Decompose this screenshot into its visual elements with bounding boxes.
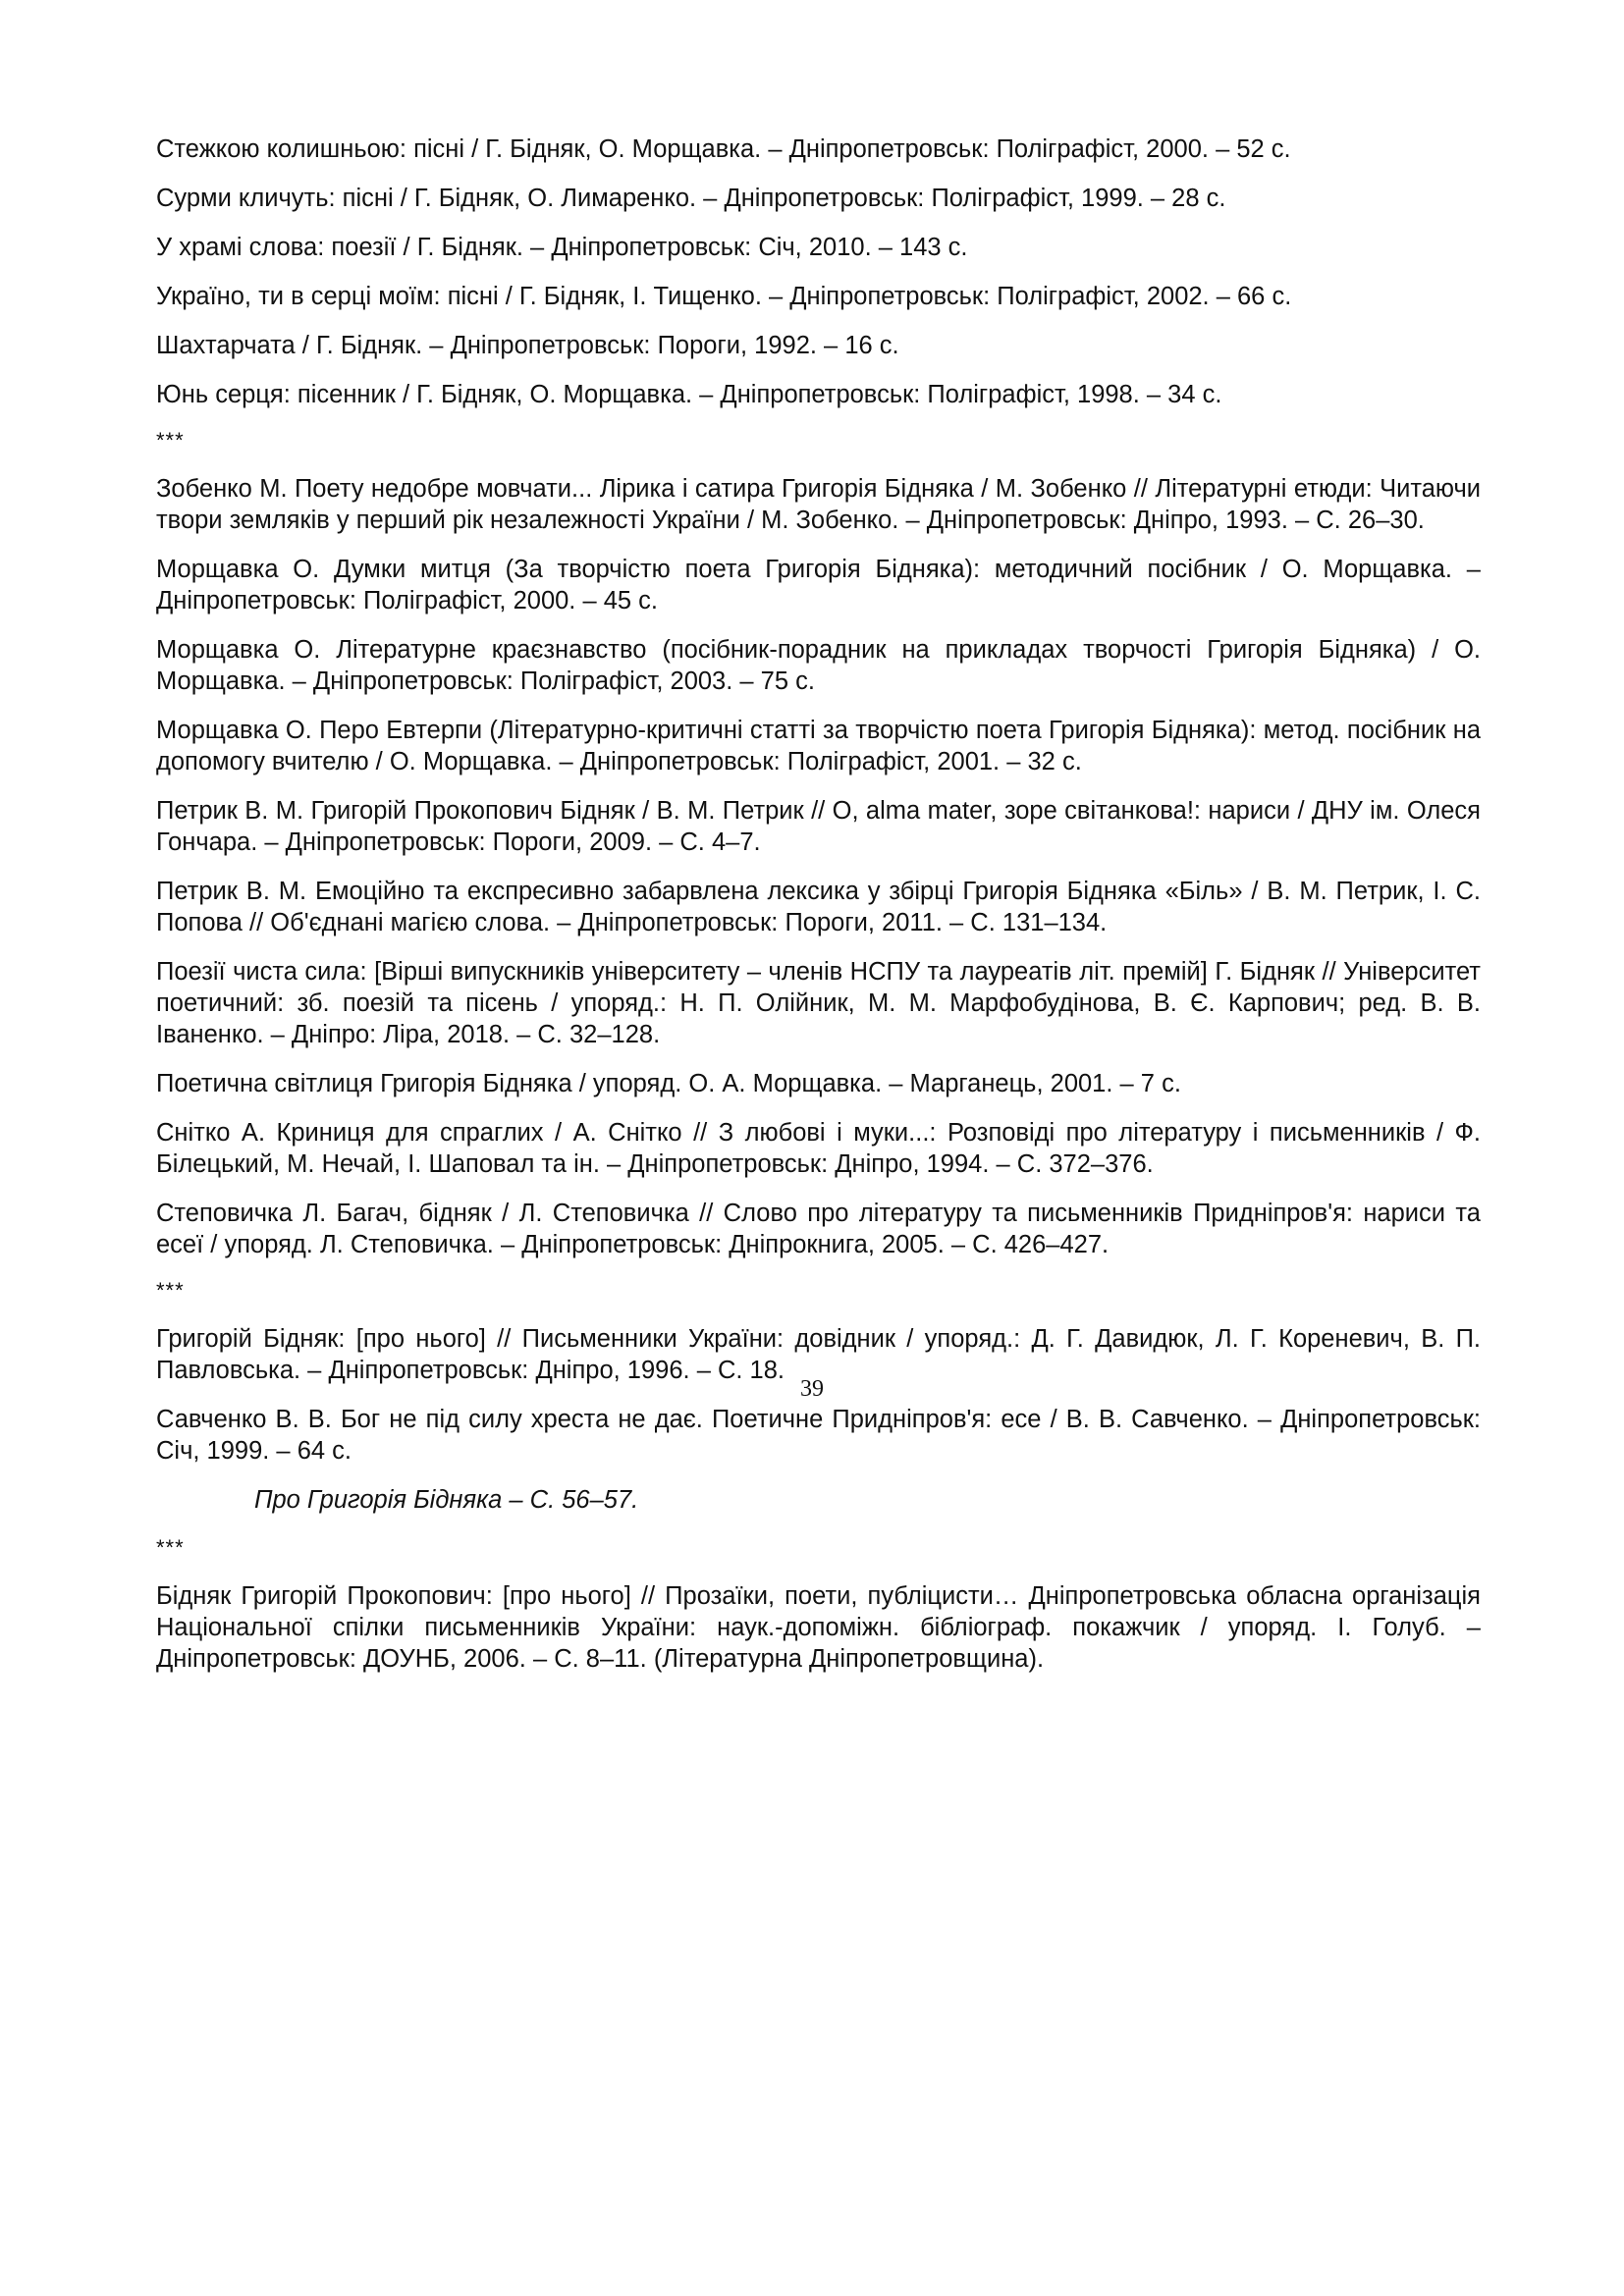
section-separator: *** <box>156 1535 185 1560</box>
page-number: 39 <box>800 1376 824 1402</box>
bibliography-entry: Петрик В. М. Григорій Прокопович Бідняк / В. М. Петрик // О, alma mater, зоре світанкова!: нариси / ДНУ ім. Олеся Гончара. – Дніпропетровськ: Пороги, 2009. – С. 4–7. <box>156 797 1481 856</box>
bibliography-entry: Савченко В. В. Бог не під силу хреста не дає. Поетичне Придніпров'я: есе / В. В. Савченко. – Дніпропетровськ: Січ, 1999. – 64 с. <box>156 1406 1481 1465</box>
bibliography-entry: Петрик В. М. Емоційно та експресивно забарвлена лексика у збірці Григорія Бідняка «Біль» / В. М. Петрик, І. С. Попова // Об'єднані магією слова. – Дніпропетровськ: Пороги, 2011. – С. 131–134. <box>156 878 1481 936</box>
bibliography-entry: У храмі слова: поезії / Г. Бідняк. – Дніпропетровськ: Січ, 2010. – 143 с. <box>156 234 968 261</box>
bibliography-entry: Поезії чиста сила: [Вірші випускників університету – членів НСПУ та лауреатів літ. премій] Г. Бідняк // Університет поетичний: зб. поезій та пісень / упоряд.: Н. П. Олійник, М. М. Марфобудінова, В. Є. Карпович; ред. В. В. Іваненко. – Дніпро: Ліра, 2018. – С. 32–128. <box>156 958 1481 1048</box>
bibliography-entry: Морщавка О. Літературне краєзнавство (посібник-порадник на прикладах творчості Григорія Бідняка) / О. Морщавка. – Дніпропетровськ: Поліграфіст, 2003. – 75 с. <box>156 636 1481 695</box>
bibliography-entry: Григорій Бідняк: [про нього] // Письменники України: довідник / упоряд.: Д. Г. Давидюк, Л. Г. Кореневич, В. П. Павловська. – Дніпропетровськ: Дніпро, 1996. – С. 18. <box>156 1325 1481 1384</box>
bibliography-entry: Шахтарчата / Г. Бідняк. – Дніпропетровськ: Пороги, 1992. – 16 с. <box>156 332 899 359</box>
bibliography-entry: Поетична світлиця Григорія Бідняка / упоряд. О. А. Морщавка. – Марганець, 2001. – 7 с. <box>156 1070 1181 1097</box>
bibliography-entry: Зобенко М. Поету недобре мовчати... Лірика і сатира Григорія Бідняка / М. Зобенко // Літературні етюди: Читаючи твори земляків у перший рік незалежності України / М. Зобенко. – Дніпропетровськ: Дніпро, 1993. – С. 26–30. <box>156 475 1481 534</box>
bibliography-entry: Бідняк Григорій Прокопович: [про нього] // Прозаїки, поети, публіцисти… Дніпропетровська обласна організація Національної спілки письменників України: наук.-допоміжн. бібліограф. покажчик / упоряд. І. Голуб. – Дніпропетровськ: ДОУНБ, 2006. – С. 8–11. (Літературна Дніпропетровщина). <box>156 1582 1481 1673</box>
bibliography-entry: Юнь серця: пісенник / Г. Бідняк, О. Морщавка. – Дніпропетровськ: Поліграфіст, 1998. – 34 с. <box>156 381 1222 408</box>
bibliography-entry: Морщавка О. Перо Евтерпи (Літературно-критичні статті за творчістю поета Григорія Бідняка): метод. посібник на допомогу вчителю / О. Морщавка. – Дніпропетровськ: Поліграфіст, 2001. – 32 с. <box>156 717 1481 775</box>
bibliography-entry: Стежкою колишньою: пісні / Г. Бідняк, О. Морщавка. – Дніпропетровськ: Поліграфіст, 2000. – 52 с. <box>156 135 1291 163</box>
bibliography-entry: Сурми кличуть: пісні / Г. Бідняк, О. Лимаренко. – Дніпропетровськ: Поліграфіст, 1999. – 28 с. <box>156 185 1226 212</box>
section-separator: *** <box>156 1278 185 1303</box>
bibliography-entry: Морщавка О. Думки митця (За творчістю поета Григорія Бідняка): методичний посібник / О. Морщавка. – Дніпропетровськ: Поліграфіст, 2000. – 45 с. <box>156 556 1481 614</box>
entry-note: Про Григорія Бідняка – С. 56–57. <box>254 1486 639 1514</box>
section-separator: *** <box>156 428 185 453</box>
bibliography-entry: Снітко А. Криниця для спраглих / А. Снітко // З любові і муки...: Розповіді про літературу і письменників / Ф. Білецький, М. Нечай, І. Шаповал та ін. – Дніпропетровськ: Дніпро, 1994. – С. 372–376. <box>156 1119 1481 1178</box>
bibliography-page <box>156 133 1481 1692</box>
bibliography-entry: Україно, ти в серці моїм: пісні / Г. Бідняк, І. Тищенко. – Дніпропетровськ: Поліграфіст, 2002. – 66 с. <box>156 283 1292 310</box>
bibliography-entry: Степовичка Л. Багач, бідняк / Л. Степовичка // Слово про літературу та письменників Придніпров'я: нариси та есеї / упоряд. Л. Степовичка. – Дніпропетровськ: Дніпрокнига, 2005. – С. 426–427. <box>156 1200 1481 1258</box>
